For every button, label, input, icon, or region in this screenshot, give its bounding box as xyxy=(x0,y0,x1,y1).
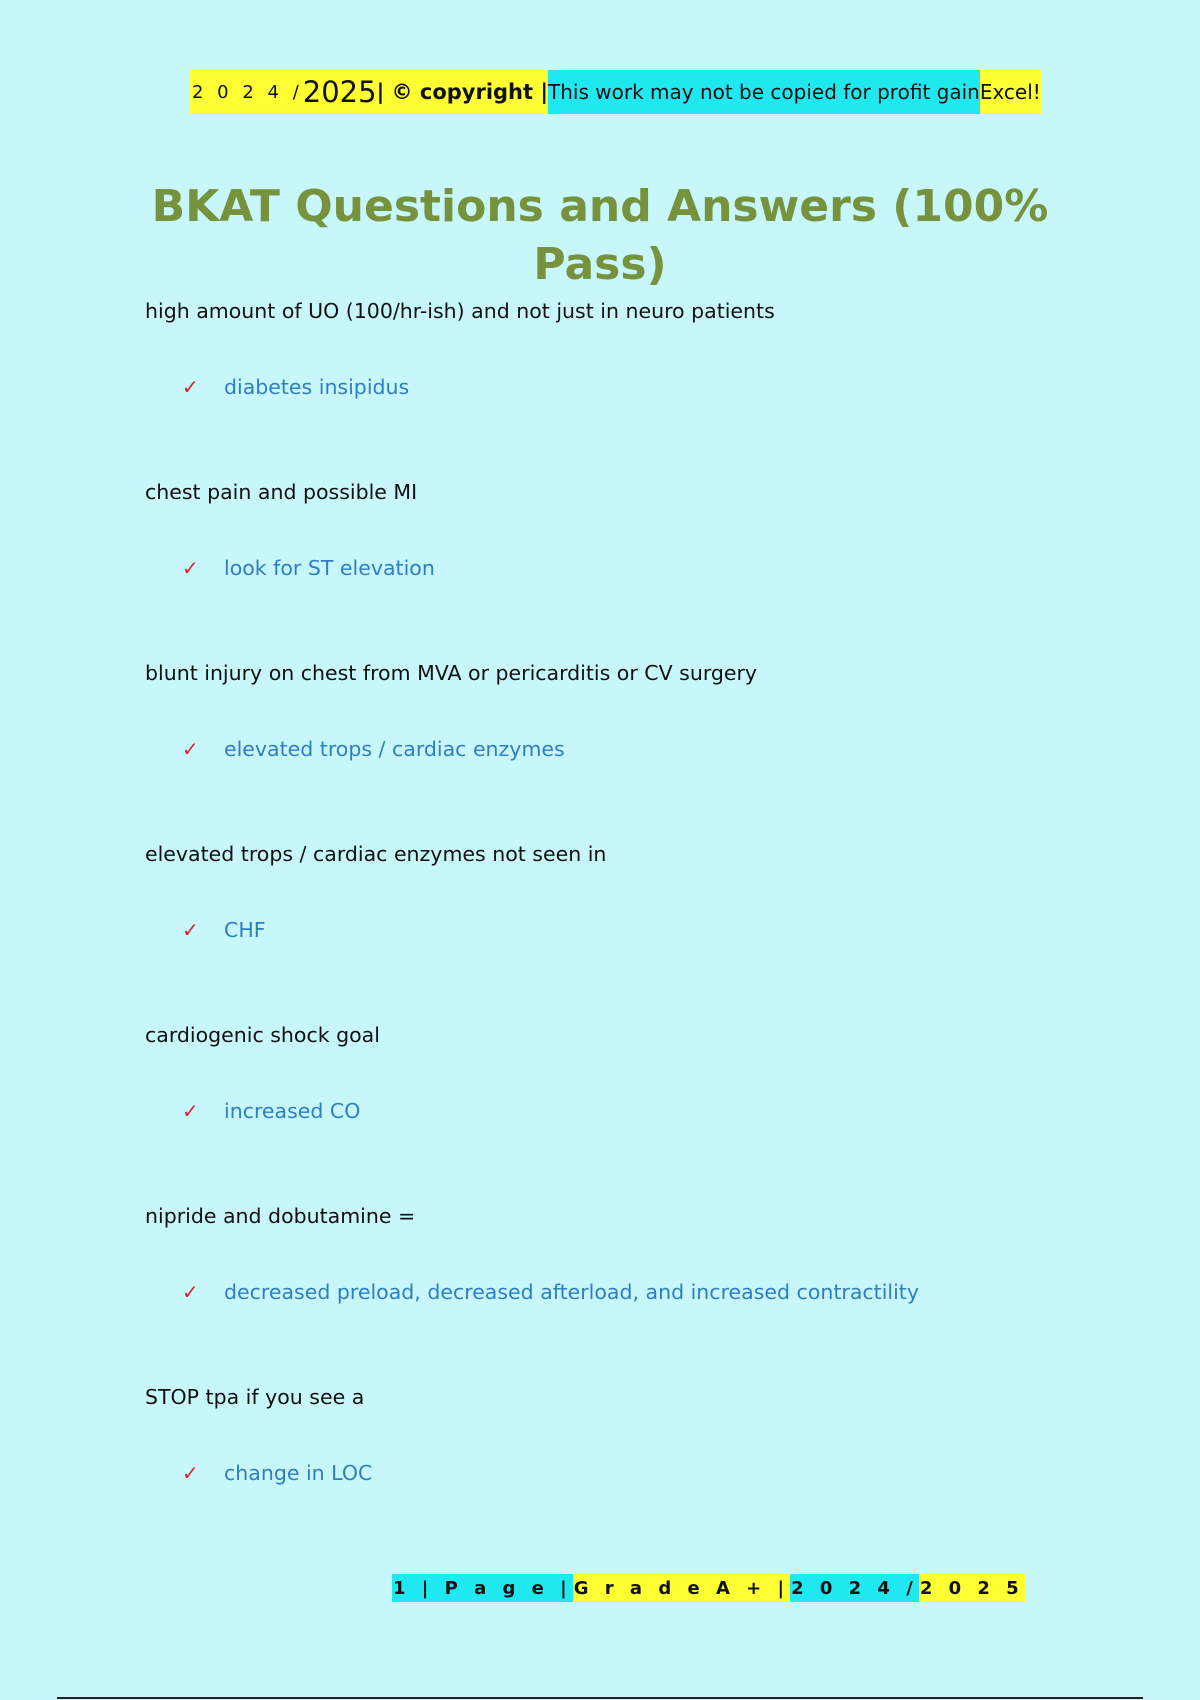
qa-item xyxy=(145,296,1105,477)
answer-line xyxy=(182,553,435,583)
question-text: chest pain and possible MI xyxy=(145,480,418,504)
checkmark-icon: ✓ xyxy=(182,737,199,761)
qa-list xyxy=(145,296,1105,1563)
answer-line xyxy=(182,1458,372,1488)
footer-year-start: 2 0 2 4 / xyxy=(790,1574,919,1602)
question-text: elevated trops / cardiac enzymes not seen in xyxy=(145,842,607,866)
qa-item xyxy=(145,1020,1105,1201)
header-notice: This work may not be copied for profit gain xyxy=(548,70,980,114)
page-footer xyxy=(392,1574,1025,1602)
answer-text: diabetes insipidus xyxy=(224,375,410,399)
copyright-header xyxy=(190,70,1041,114)
header-excel: Excel! xyxy=(980,70,1041,114)
qa-item xyxy=(145,1201,1105,1382)
answer-text: elevated trops / cardiac enzymes xyxy=(224,737,565,761)
checkmark-icon: ✓ xyxy=(182,556,199,580)
answer-text: increased CO xyxy=(224,1099,361,1123)
header-copyright: | © copyright | xyxy=(376,80,549,104)
header-year-big: 2025 xyxy=(302,75,377,109)
answer-line xyxy=(182,915,266,945)
question-text: STOP tpa if you see a xyxy=(145,1385,365,1409)
header-year-spaced: 2 0 2 4 / xyxy=(192,81,303,103)
question-text: blunt injury on chest from MVA or pericarditis or CV surgery xyxy=(145,661,758,685)
bottom-divider xyxy=(57,1697,1143,1699)
answer-text: CHF xyxy=(224,918,266,942)
header-year-segment xyxy=(190,70,548,114)
checkmark-icon: ✓ xyxy=(182,375,199,399)
qa-item xyxy=(145,658,1105,839)
question-text: high amount of UO (100/hr-ish) and not just in neuro patients xyxy=(145,299,775,323)
qa-item xyxy=(145,1382,1105,1563)
footer-grade: G r a d e A + | xyxy=(573,1574,790,1602)
qa-item xyxy=(145,839,1105,1020)
answer-line xyxy=(182,734,565,764)
qa-item xyxy=(145,477,1105,658)
footer-year-end: 2 0 2 5 xyxy=(919,1574,1025,1602)
document-title: BKAT Questions and Answers (100% Pass) xyxy=(151,181,1049,290)
answer-text: change in LOC xyxy=(224,1461,373,1485)
checkmark-icon: ✓ xyxy=(182,918,199,942)
answer-text: look for ST elevation xyxy=(224,556,435,580)
checkmark-icon: ✓ xyxy=(182,1461,199,1485)
answer-line xyxy=(182,372,409,402)
question-text: nipride and dobutamine = xyxy=(145,1204,416,1228)
checkmark-icon: ✓ xyxy=(182,1099,199,1123)
checkmark-icon: ✓ xyxy=(182,1280,199,1304)
answer-line xyxy=(182,1096,360,1126)
footer-page-number: 1 | P a g e | xyxy=(392,1574,573,1602)
answer-text: decreased preload, decreased afterload, and increased contractility xyxy=(224,1280,919,1304)
answer-line xyxy=(182,1277,919,1307)
question-text: cardiogenic shock goal xyxy=(145,1023,380,1047)
